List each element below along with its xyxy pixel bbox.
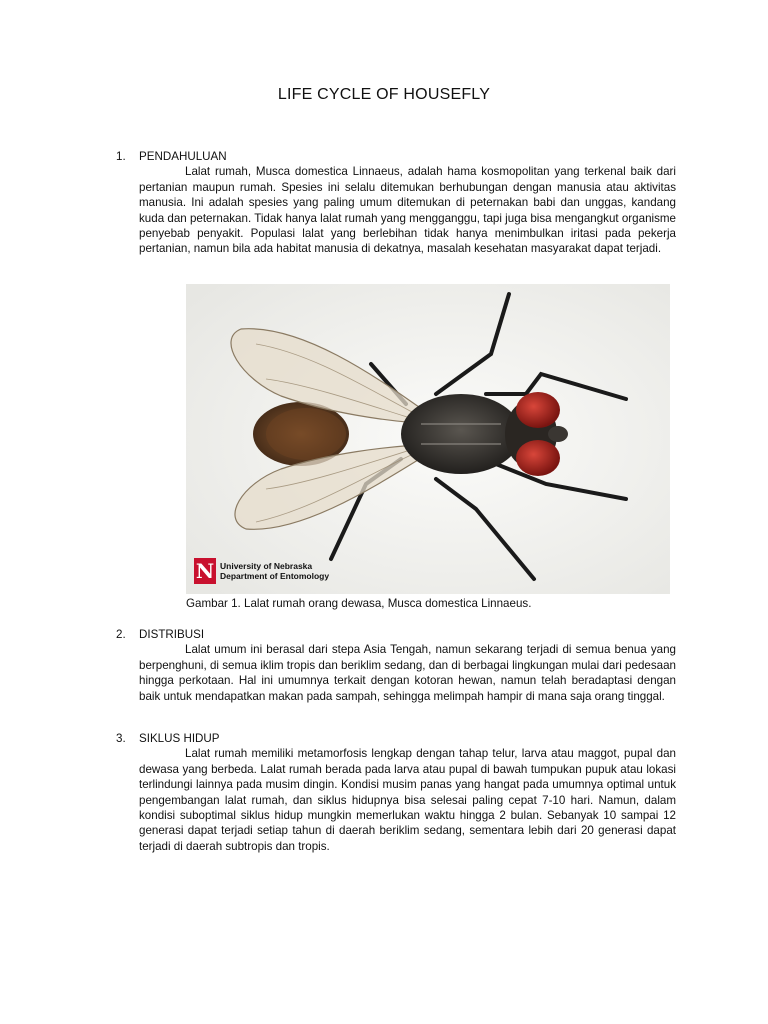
figure-caption: Gambar 1. Lalat rumah orang dewasa, Musca domestica Linnaeus. — [186, 597, 532, 610]
housefly-photo — [186, 284, 670, 594]
section-pendahuluan — [116, 149, 676, 257]
section-number: 3. — [116, 732, 126, 745]
section-heading: DISTRIBUSI — [139, 628, 205, 641]
section-distribusi — [116, 627, 676, 704]
unl-logo-line1: University of Nebraska — [220, 561, 313, 571]
unl-logo-letter: N — [195, 559, 215, 583]
housefly-illustration — [186, 284, 670, 594]
section-number: 1. — [116, 150, 126, 163]
section-heading: PENDAHULUAN — [139, 150, 227, 163]
section-text: Lalat rumah memiliki metamorfosis lengkap dengan tahap telur, larva atau maggot, pupal dan dewasa yang berbeda. Lalat rumah berada pada larva atau pupal di bawah tumpukan pupuk atau lokasi terlindungi lainnya pada musim dingin. Kondisi musim panas yang hangat pada umumnya optimal untuk pengembangan lalat rumah, dan siklus hidupnya bisa selesai paling cepat 7-10 hari. Namun, dalam kondisi suboptimal siklus hidup mungkin memerlukan waktu hingga 2 bulan. Sebanyak 10 sampai 12 generasi dapat terjadi setiap tahun di daerah beriklim sedang, sementara lebih dari 20 generasi dapat terjadi di daerah subtropis dan tropis. — [139, 747, 676, 853]
section-text: Lalat rumah, Musca domestica Linnaeus, adalah hama kosmopolitan yang terkenal baik dari pertanian maupun rumah. Spesies ini selalu ditemukan berhubungan dengan manusia atau aktivitas manusia. Ini adalah spesies yang paling umum ditemukan di peternakan babi dan unggas, kandang kuda dan peternakan. Tidak hanya lalat rumah yang mengganggu, tapi juga bisa mengangkut organisme penyebab penyakit. Populasi lalat yang berlebihan tidak hanya menimbulkan iritasi pada pekerja pertanian, namun bila ada habitat manusia di dekatnya, masalah kesehatan masyarakat dapat terjadi. — [139, 165, 676, 256]
unl-logo-line2: Department of Entomology — [220, 571, 330, 581]
section-siklus-hidup — [116, 731, 676, 854]
section-text: Lalat umum ini berasal dari stepa Asia Tengah, namun sekarang terjadi di semua benua yang berpenghuni, di semua iklim tropis dan beriklim sedang, dan di berbagai lingkungan mulai dari pedesaan hingga perkotaan. Hal ini umumnya terkait dengan kotoran hewan, namun telah beradaptasi dengan baik untuk mendapatkan makan pada sampah, sehingga melimpah hampir di mana saja orang tinggal. — [139, 643, 676, 703]
section-number: 2. — [116, 628, 126, 641]
document-title: LIFE CYCLE OF HOUSEFLY — [277, 86, 491, 103]
unl-logo — [194, 558, 329, 584]
section-heading: SIKLUS HIDUP — [139, 732, 220, 745]
